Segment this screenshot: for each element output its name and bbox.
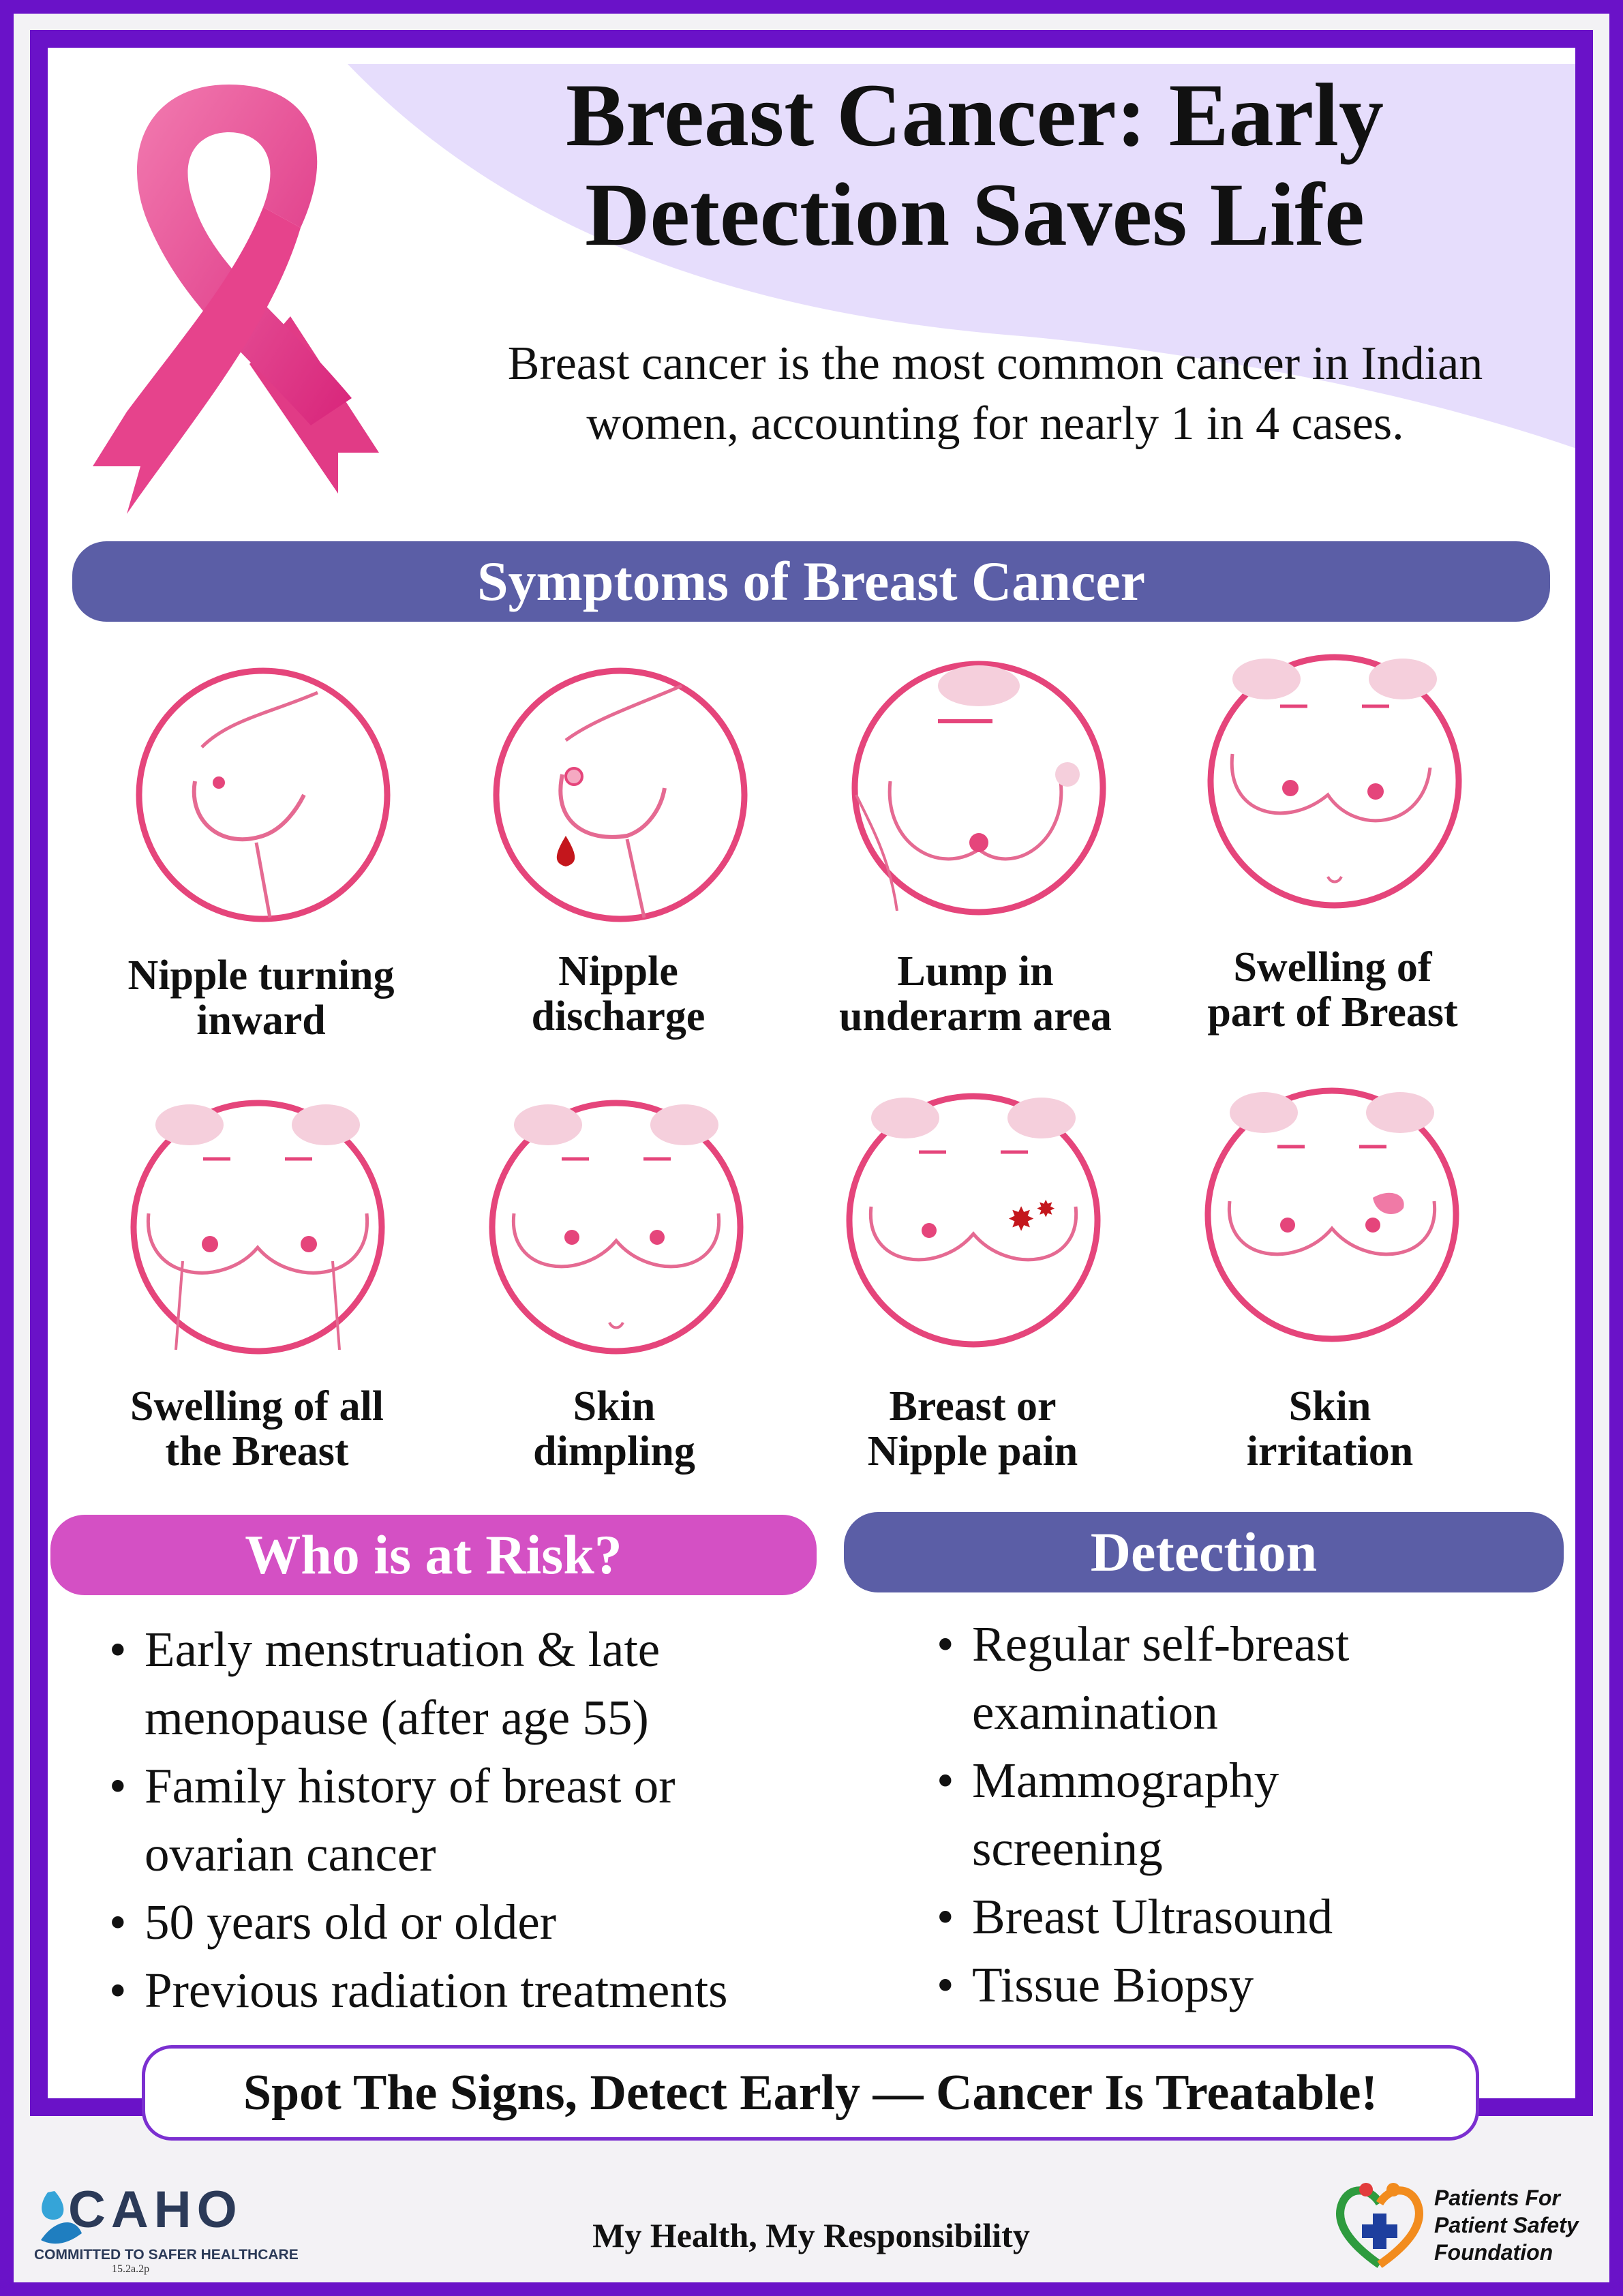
symptom-label: Lump in underarm area — [838, 948, 1112, 1040]
list-item: • 50 years old or older — [109, 1888, 832, 1957]
skin-dimpling-illustration — [487, 1098, 746, 1357]
intro-text: Breast cancer is the most common cancer in Indian women, accounting for nearly 1 in 4 cases. — [507, 337, 1483, 450]
svg-text:✸: ✸ — [1036, 1196, 1056, 1223]
symptom-label: Nipple turning inward — [127, 952, 395, 1044]
footer-motto: My Health, My Responsibility — [592, 2216, 1030, 2254]
symptom-label: Swelling of all the Breast — [130, 1383, 384, 1475]
symptom-label: Breast or Nipple pain — [867, 1383, 1078, 1475]
risk-heading: Who is at Risk? — [50, 1515, 817, 1595]
symptoms-heading: Symptoms of Breast Cancer — [72, 541, 1550, 622]
caho-tagline: COMMITTED TO SAFER HEALTHCARE — [34, 2247, 299, 2263]
full-swelling-illustration — [128, 1098, 387, 1357]
title-line-1: Breast Cancer: Early — [566, 65, 1384, 165]
caho-wordmark: CAHO — [68, 2181, 243, 2239]
pink-ribbon-icon — [65, 44, 393, 534]
list-item: • Mammography screening — [937, 1747, 1455, 1883]
symptom-label: Skin irritation — [1246, 1383, 1414, 1475]
psf-name: Patients For Patient Safety Foundation — [1434, 2186, 1579, 2265]
partial-swelling-illustration — [1205, 652, 1464, 911]
nipple-discharge-illustration — [491, 665, 750, 924]
list-item: • Regular self-breast examination — [937, 1610, 1455, 1747]
nipple-inward-illustration — [134, 665, 393, 924]
symptom-label: Skin dimpling — [533, 1383, 695, 1475]
symptom-label: Swelling of part of Breast — [1207, 944, 1458, 1036]
tagline-banner: Spot The Signs, Detect Early — Cancer Is Treatable! — [142, 2045, 1479, 2141]
list-item: • Family history of breast or ovarian cancer — [109, 1752, 832, 1888]
symptom-label: Nipple discharge — [531, 948, 706, 1040]
underarm-lump-illustration — [849, 659, 1108, 918]
detection-list — [937, 1610, 1455, 2019]
list-item: • Previous radiation treatments — [109, 1957, 832, 2025]
title-line-2: Detection Saves Life — [585, 164, 1365, 265]
svg-text:✸: ✸ — [1007, 1200, 1035, 1239]
document-code: 15.2a.2p — [112, 2263, 150, 2275]
page-title — [504, 65, 1445, 265]
list-item: • Breast Ultrasound — [937, 1883, 1455, 1951]
skin-irritation-illustration — [1202, 1085, 1461, 1344]
psf-heart-logo-icon — [1332, 2176, 1427, 2271]
detection-heading: Detection — [844, 1512, 1564, 1592]
list-item: • Early menstruation & late menopause (after age 55) — [109, 1616, 832, 1752]
risk-list — [109, 1616, 832, 2025]
breast-pain-illustration — [844, 1091, 1103, 1350]
list-item: • Tissue Biopsy — [937, 1951, 1455, 2019]
